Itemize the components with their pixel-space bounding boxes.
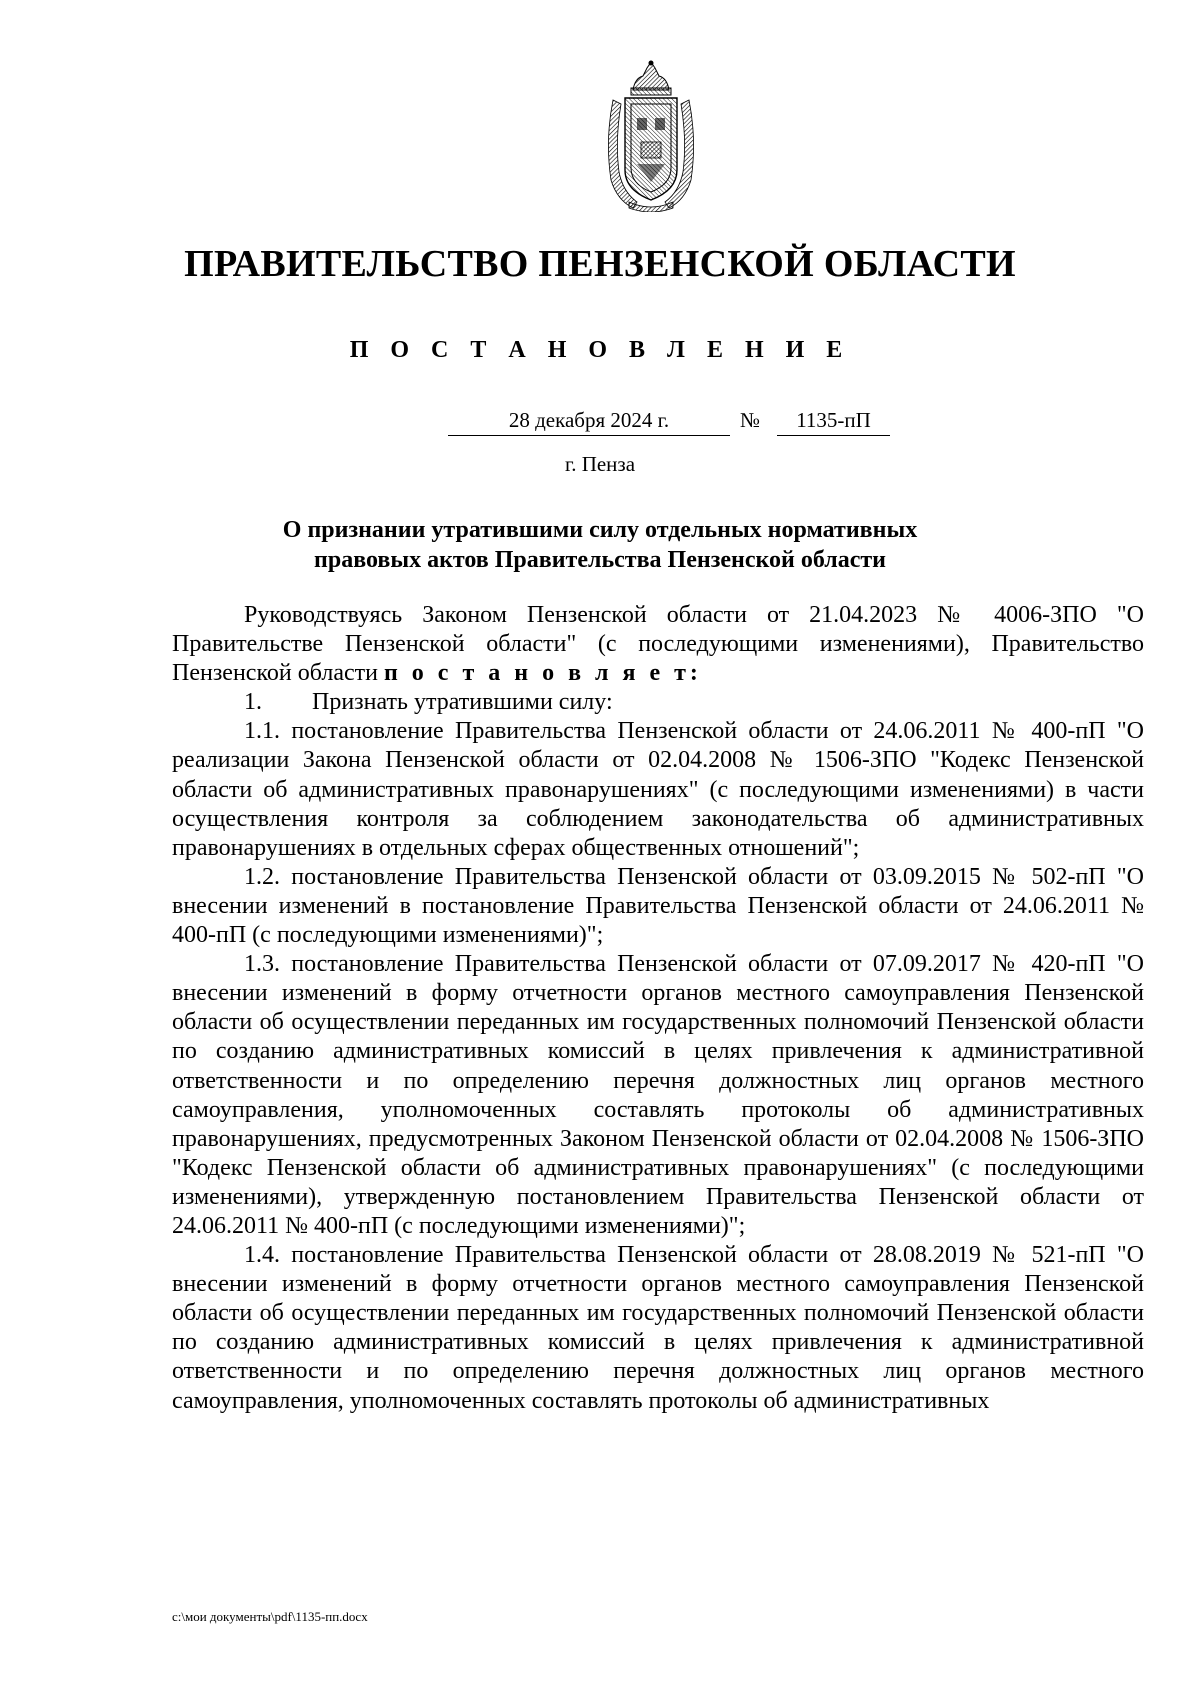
document-subject <box>0 515 1200 575</box>
item-1-4-paragraph: 1.4. постановление Правительства Пензенской области от 28.08.2019 № 521-пП "О внесении изменений в форму отчетности органов местного самоуправления Пензенской области об осуществлении переданных им государственных полномочий Пензенской области по созданию административных комиссий в целях привлечения к административной ответственности и по определению перечня должностных лиц органов местного самоуправления, уполномоченных составлять протоколы об административных <box>172 1242 1144 1414</box>
coat-of-arms-icon <box>603 60 699 212</box>
item-1-2-paragraph: 1.2. постановление Правительства Пензенской области от 03.09.2015 № 502-пП "О внесении изменений в постановление Правительства Пензенской области от 24.06.2011 № 400-пП (с последующими изменениями)"; <box>172 863 1144 949</box>
subject-line-2: правовых актов Правительства Пензенской области <box>314 547 886 573</box>
city: г. Пенза <box>564 452 636 476</box>
item-1-text: Признать утратившими силу: <box>312 689 613 716</box>
preamble-verb: п о с т а н о в л я е т: <box>383 660 702 687</box>
subject-line-1: О признании утратившими силу отдельных нормативных <box>282 517 918 543</box>
item-1-1-paragraph: 1.1. постановление Правительства Пензенской области от 24.06.2011 № 400-пП "О реализации Закона Пензенской области от 02.04.2008 № 1506-ЗПО "Кодекс Пензенской области об административных правонарушениях" (с последующими изменениями) в части осуществления контроля за соблюдением законодательства об административных правонарушениях в отдельных сферах общественных отношений"; <box>172 718 1144 861</box>
footer-file-path: c:\мои документы\pdf\1135-пп.docx <box>172 1609 368 1624</box>
document-body <box>172 601 1144 1416</box>
item-1-3-paragraph: 1.3. постановление Правительства Пензенской области от 07.09.2017 № 420-пП "О внесении изменений в форму отчетности органов местного самоуправления Пензенской области об осуществлении переданных им государственных полномочий Пензенской области по созданию административных комиссий в целях привлечения к административной ответственности и по определению перечня должностных лиц органов местного самоуправления, уполномоченных составлять протоколы об административных правонарушениях, предусмотренных Законом Пензенской области от 02.04.2008 № 1506-ЗПО "Кодекс Пензенской области об административных правонарушениях" (с последующими изменениями), утвержденную постановлением Правительства Пензенской области от 24.06.2011 № 400-пП (с последующими изменениями)"; <box>172 951 1144 1239</box>
document-date: 28 декабря 2024 г. <box>448 408 730 436</box>
preamble-paragraph <box>172 601 1144 688</box>
item-1-number: 1. <box>244 689 262 716</box>
document-type: П О С Т А Н О В Л Е Н И Е <box>349 337 851 363</box>
document-number: 1135-пП <box>777 408 890 436</box>
government-title: ПРАВИТЕЛЬСТВО ПЕНЗЕНСКОЙ ОБЛАСТИ <box>184 243 1016 285</box>
number-sign: № <box>740 408 761 432</box>
preamble-text: Руководствуясь Законом Пензенской области от 21.04.2023 № 4006-ЗПО "О Правительстве Пензенской области" (с последующими изменениями), Правительство Пензенской области <box>172 602 1144 687</box>
item-1-paragraph <box>172 688 1144 717</box>
